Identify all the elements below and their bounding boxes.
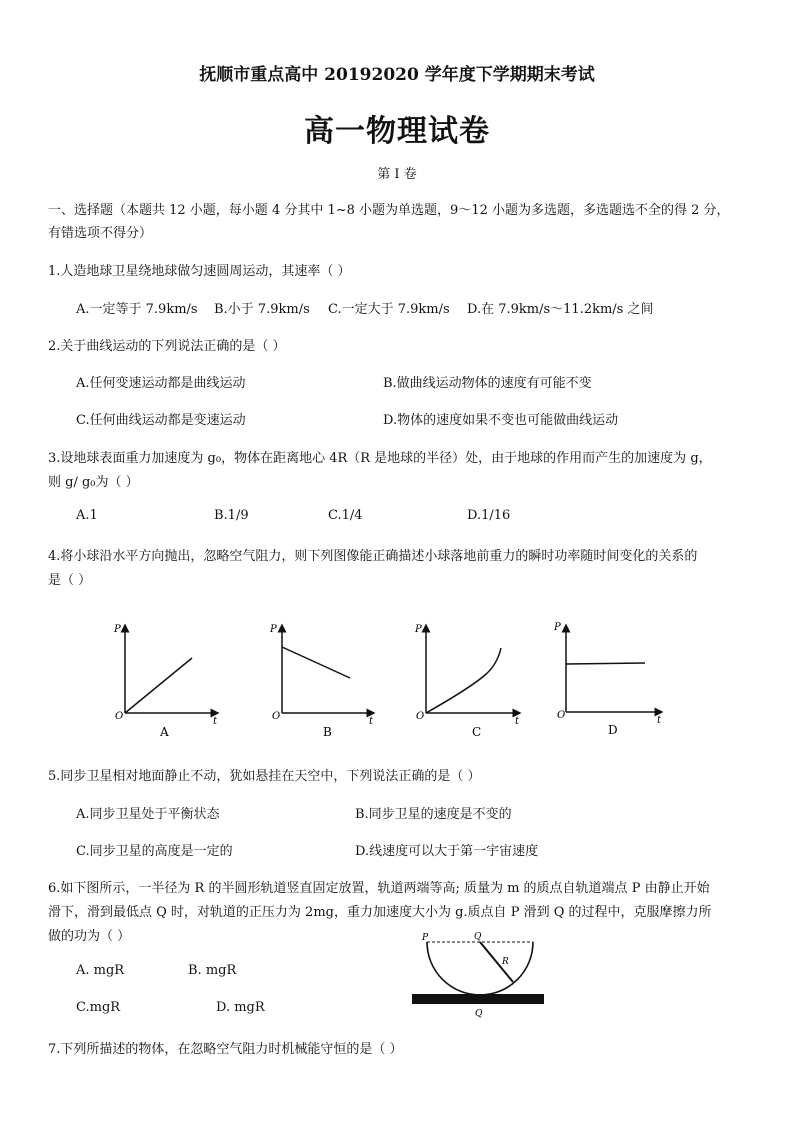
q6-stem-line3: 做的功为（ ） [48,929,131,944]
graph-d-line [566,663,645,664]
graph-b [269,624,374,739]
graph-a [113,624,218,739]
graph-b-y-label: P [270,624,277,635]
q6-option-a: A. mgR [76,963,125,978]
q5-option-c: C.同步卫星的高度是一定的 [76,844,233,859]
q3-stem-line1: 3.设地球表面重力加速度为 g₀，物体在距离地心 4R（R 是地球的半径）处，由于地球的作用而产生的加速度为 g， [48,451,712,466]
section-intro-line1: 一、选择题（本题共 12 小题，每小题 4 分其中 1~8 小题为单选题，9～12 小题为多选题，多选题选不全的得 2 分， [48,203,730,218]
q6-label-q-bottom: Q [475,1009,483,1019]
q3-option-a: A.1 [76,508,98,523]
q6-semicircle-figure [400,928,560,1023]
graph-a-line [125,658,192,713]
q5-stem: 5.同步卫星相对地面静止不动，犹如悬挂在天空中，下列说法正确的是（ ） [48,769,481,784]
school-line: 抚顺市重点高中 20192020 学年度下学期期末考试 [199,65,595,85]
graph-b-origin: O [272,711,281,722]
q2-option-b: B.做曲线运动物体的速度有可能不变 [383,376,592,391]
q6-stem-line1: 6.如下图所示，一半径为 R 的半圆形轨道竖直固定放置，轨道两端等高; 质量为 m 的质点自轨道端点 P 由静止开始 [48,881,710,896]
graph-d-label: D [608,723,618,737]
graph-d-origin: O [557,710,566,721]
graph-c-origin: O [416,711,425,722]
section-intro-line2: 有错选项不得分） [48,226,153,241]
q3-stem-line2: 则 g/ g₀为（ ） [48,475,139,490]
q2-stem: 2.关于曲线运动的下列说法正确的是（ ） [48,339,286,354]
graph-d [553,622,662,737]
q4-stem-line2: 是（ ） [48,573,92,588]
q3-option-d: D.1/16 [467,508,511,523]
graph-d-y-label: P [554,622,561,633]
q5-option-b: B.同步卫星的速度是不变的 [355,807,512,822]
q6-option-b: B. mgR [188,963,237,978]
q1-stem: 1.人造地球卫星绕地球做匀速圆周运动，其速率（ ） [48,264,351,279]
q1-option-c: C.一定大于 7.9km/s [328,302,450,317]
graph-d-x-label: t [657,715,662,726]
q7-stem: 7.下列所描述的物体，在忽略空气阻力时机械能守恒的是（ ） [48,1042,403,1057]
graph-a-y-label: P [114,624,121,635]
q6-label-q-top: Q [474,932,482,942]
graph-c [414,624,520,739]
q4-graphs [0,610,794,745]
q6-ground-bar [412,994,544,1004]
graph-b-label: B [323,725,332,739]
q2-option-a: A.任何变速运动都是曲线运动 [76,376,246,391]
volume-label: 第 I 卷 [377,167,417,182]
graph-c-curve [426,648,501,713]
graph-c-x-label: t [515,716,520,727]
q6-label-p: P [422,933,429,943]
q6-option-d: D. mgR [216,1000,265,1015]
q5-option-d: D.线速度可以大于第一宇宙速度 [355,844,539,859]
q3-option-c: C.1/4 [328,508,363,523]
q6-label-r: R [502,957,509,967]
q2-option-d: D.物体的速度如果不变也可能做曲线运动 [383,413,619,428]
graph-a-origin: O [115,711,124,722]
page-title: 高一物理试卷 [304,114,490,149]
graph-b-x-label: t [369,716,374,727]
q6-semicircle-track [427,942,533,995]
q1-option-a: A.一定等于 7.9km/s [76,302,198,317]
graph-c-y-label: P [415,624,422,635]
q6-stem-line2: 滑下，滑到最低点 Q 时，对轨道的正压力为 2mg，重力加速度大小为 g.质点自 P 滑到 Q 的过程中，克服摩擦力所 [48,905,712,920]
q5-option-a: A.同步卫星处于平衡状态 [76,807,220,822]
q6-option-c: C.mgR [76,1000,121,1015]
q2-option-c: C.任何曲线运动都是变速运动 [76,413,246,428]
q3-option-b: B.1/9 [214,508,249,523]
graph-c-label: C [472,725,482,739]
graph-b-line [282,647,350,678]
q1-option-d: D.在 7.9km/s～11.2km/s 之间 [467,302,654,317]
q1-option-b: B.小于 7.9km/s [214,302,310,317]
graph-a-x-label: t [213,716,218,727]
graph-a-label: A [160,725,169,739]
q4-stem-line1: 4.将小球沿水平方向抛出，忽略空气阻力，则下列图像能正确描述小球落地前重力的瞬时功率随时间变化的关系的 [48,549,698,564]
